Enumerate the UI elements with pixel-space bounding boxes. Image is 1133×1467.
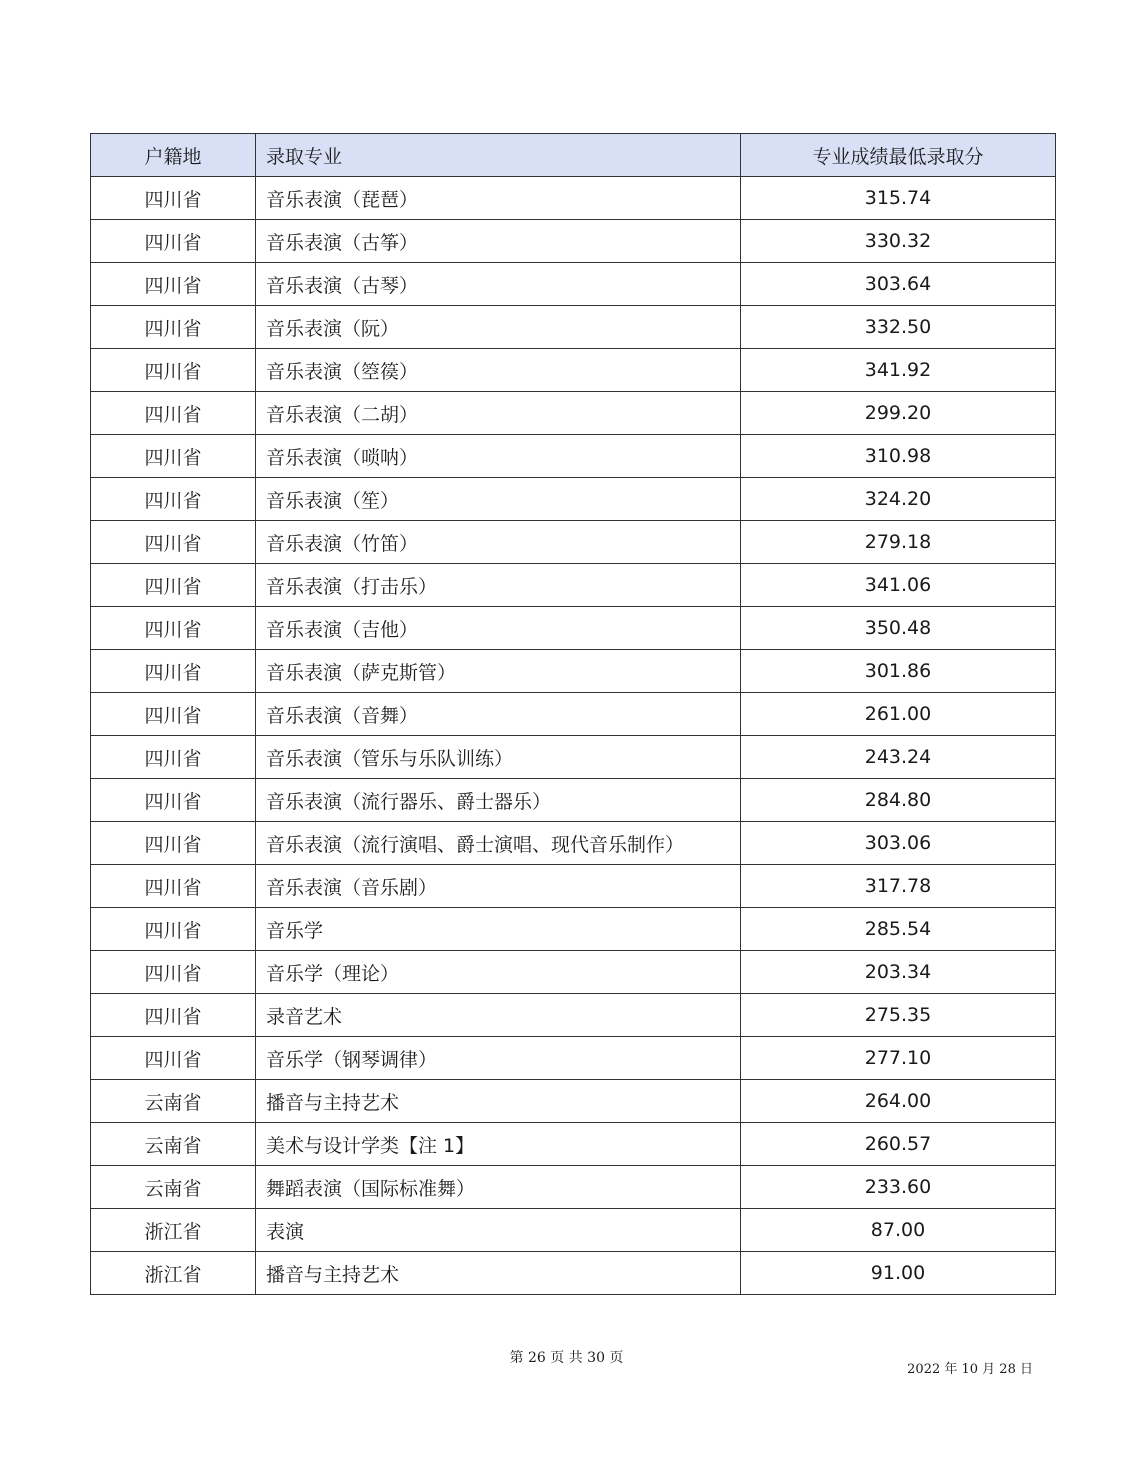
table-row: [91, 564, 1056, 607]
table-header-row: [91, 134, 1056, 177]
cell-region: 四川省: [91, 521, 256, 564]
cell-score: 341.92: [741, 349, 1056, 392]
table-row: [91, 822, 1056, 865]
table-row: [91, 1080, 1056, 1123]
cell-region: 四川省: [91, 951, 256, 994]
cell-major: 音乐表演（音舞）: [256, 693, 741, 736]
cell-major: 播音与主持艺术: [256, 1252, 741, 1295]
table-row: [91, 392, 1056, 435]
cell-region: 四川省: [91, 865, 256, 908]
cell-region: 四川省: [91, 478, 256, 521]
document-date: 2022 年 10 月 28 日: [907, 1362, 1033, 1377]
cell-score: 299.20: [741, 392, 1056, 435]
table-row: [91, 1252, 1056, 1295]
table-row: [91, 865, 1056, 908]
cell-region: 四川省: [91, 736, 256, 779]
cell-region: 四川省: [91, 908, 256, 951]
cell-major: 音乐表演（吉他）: [256, 607, 741, 650]
table-row: [91, 263, 1056, 306]
cell-score: 301.86: [741, 650, 1056, 693]
cell-major: 音乐表演（流行演唱、爵士演唱、现代音乐制作）: [256, 822, 741, 865]
table-row: [91, 177, 1056, 220]
cell-region: 云南省: [91, 1166, 256, 1209]
cell-score: 317.78: [741, 865, 1056, 908]
cell-major: 音乐表演（阮）: [256, 306, 741, 349]
cell-score: 350.48: [741, 607, 1056, 650]
table-row: [91, 908, 1056, 951]
table-row: [91, 521, 1056, 564]
cell-score: 284.80: [741, 779, 1056, 822]
cell-region: 四川省: [91, 607, 256, 650]
cell-region: 四川省: [91, 435, 256, 478]
cell-region: 四川省: [91, 994, 256, 1037]
cell-score: 285.54: [741, 908, 1056, 951]
cell-region: 四川省: [91, 693, 256, 736]
cell-major: 音乐表演（管乐与乐队训练）: [256, 736, 741, 779]
table-row: [91, 1166, 1056, 1209]
cell-major: 播音与主持艺术: [256, 1080, 741, 1123]
cell-region: 四川省: [91, 779, 256, 822]
cell-score: 277.10: [741, 1037, 1056, 1080]
cell-region: 云南省: [91, 1080, 256, 1123]
cell-major: 音乐学（理论）: [256, 951, 741, 994]
cell-major: 音乐表演（琵琶）: [256, 177, 741, 220]
cell-major: 音乐表演（萨克斯管）: [256, 650, 741, 693]
table-row: [91, 1123, 1056, 1166]
cell-region: 四川省: [91, 822, 256, 865]
table-row: [91, 1037, 1056, 1080]
cell-major: 录音艺术: [256, 994, 741, 1037]
admission-table-container: [90, 133, 1044, 1295]
cell-major: 表演: [256, 1209, 741, 1252]
cell-region: 浙江省: [91, 1209, 256, 1252]
cell-score: 332.50: [741, 306, 1056, 349]
cell-major: 音乐表演（竹笛）: [256, 521, 741, 564]
cell-score: 330.32: [741, 220, 1056, 263]
table-body: [91, 177, 1056, 1295]
cell-major: 音乐学（钢琴调律）: [256, 1037, 741, 1080]
cell-score: 315.74: [741, 177, 1056, 220]
table-row: [91, 435, 1056, 478]
cell-region: 四川省: [91, 306, 256, 349]
cell-score: 243.24: [741, 736, 1056, 779]
admission-table: [90, 133, 1056, 1295]
cell-major: 美术与设计学类【注 1】: [256, 1123, 741, 1166]
cell-major: 音乐表演（笙）: [256, 478, 741, 521]
cell-major: 音乐学: [256, 908, 741, 951]
cell-major: 音乐表演（打击乐）: [256, 564, 741, 607]
table-row: [91, 306, 1056, 349]
table-row: [91, 994, 1056, 1037]
cell-major: 音乐表演（二胡）: [256, 392, 741, 435]
cell-major: 音乐表演（音乐剧）: [256, 865, 741, 908]
cell-score: 91.00: [741, 1252, 1056, 1295]
cell-score: 310.98: [741, 435, 1056, 478]
cell-score: 279.18: [741, 521, 1056, 564]
cell-score: 303.64: [741, 263, 1056, 306]
cell-region: 四川省: [91, 392, 256, 435]
cell-score: 275.35: [741, 994, 1056, 1037]
page-number: 第 26 页 共 30 页: [509, 1350, 624, 1366]
cell-region: 云南省: [91, 1123, 256, 1166]
table-row: [91, 478, 1056, 521]
cell-major: 音乐表演（古筝）: [256, 220, 741, 263]
cell-region: 四川省: [91, 349, 256, 392]
cell-region: 浙江省: [91, 1252, 256, 1295]
cell-major: 音乐表演（箜篌）: [256, 349, 741, 392]
cell-score: 324.20: [741, 478, 1056, 521]
table-row: [91, 220, 1056, 263]
cell-score: 233.60: [741, 1166, 1056, 1209]
cell-region: 四川省: [91, 220, 256, 263]
cell-score: 341.06: [741, 564, 1056, 607]
header-region: 户籍地: [91, 134, 256, 177]
cell-score: 87.00: [741, 1209, 1056, 1252]
table-row: [91, 951, 1056, 994]
cell-major: 音乐表演（流行器乐、爵士器乐）: [256, 779, 741, 822]
cell-region: 四川省: [91, 650, 256, 693]
table-row: [91, 607, 1056, 650]
cell-score: 260.57: [741, 1123, 1056, 1166]
cell-score: 261.00: [741, 693, 1056, 736]
cell-region: 四川省: [91, 177, 256, 220]
cell-region: 四川省: [91, 564, 256, 607]
cell-region: 四川省: [91, 263, 256, 306]
cell-major: 音乐表演（古琴）: [256, 263, 741, 306]
cell-region: 四川省: [91, 1037, 256, 1080]
cell-score: 203.34: [741, 951, 1056, 994]
header-score: 专业成绩最低录取分: [741, 134, 1056, 177]
table-row: [91, 693, 1056, 736]
header-major: 录取专业: [256, 134, 741, 177]
table-row: [91, 779, 1056, 822]
table-row: [91, 736, 1056, 779]
cell-major: 音乐表演（唢呐）: [256, 435, 741, 478]
cell-major: 舞蹈表演（国际标准舞）: [256, 1166, 741, 1209]
table-row: [91, 1209, 1056, 1252]
table-row: [91, 349, 1056, 392]
cell-score: 303.06: [741, 822, 1056, 865]
table-row: [91, 650, 1056, 693]
cell-score: 264.00: [741, 1080, 1056, 1123]
